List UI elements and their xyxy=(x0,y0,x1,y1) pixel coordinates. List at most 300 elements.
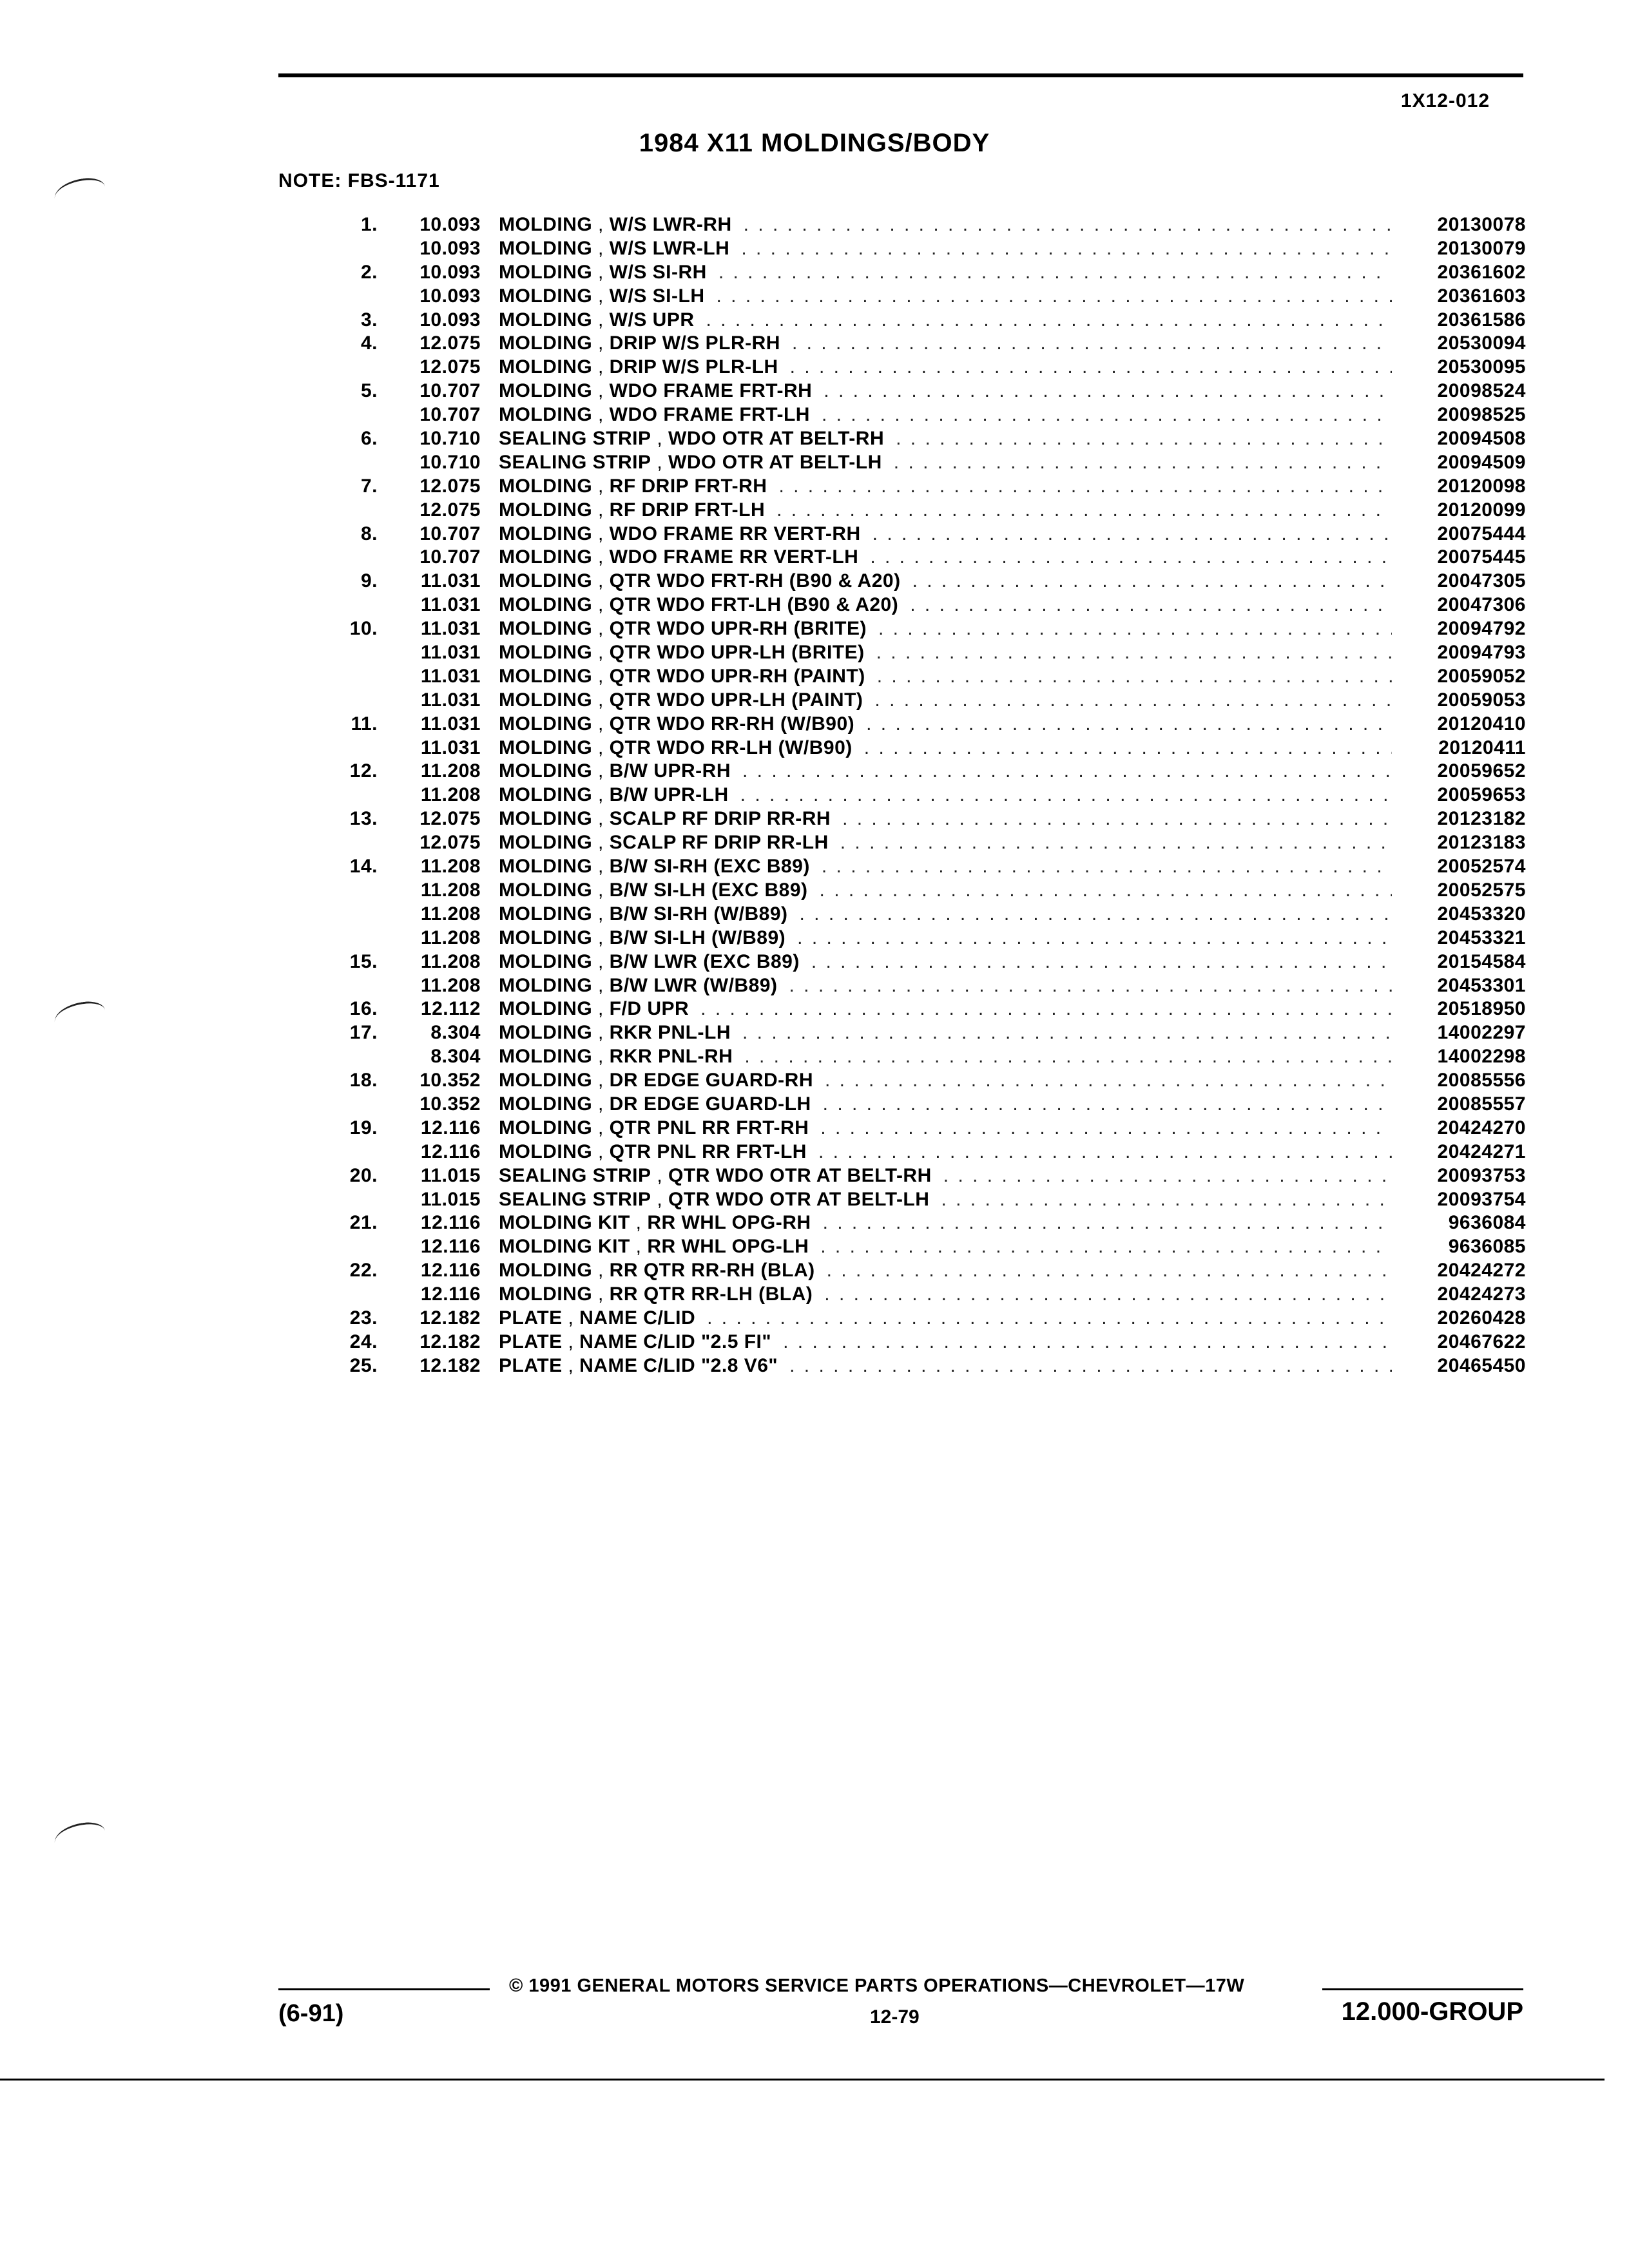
dot-leader xyxy=(800,903,1393,925)
part-number: 14002298 xyxy=(1437,1046,1526,1068)
item-index: 22. xyxy=(349,1260,378,1282)
group-number: 12.075 xyxy=(419,808,481,830)
dot-leader xyxy=(823,1212,1392,1234)
part-detail: QTR WDO UPR-RH (BRITE) xyxy=(609,618,867,640)
part-description xyxy=(499,238,729,260)
part-detail: DR EDGE GUARD-RH xyxy=(609,1070,814,1091)
separator: , xyxy=(592,570,610,592)
part-row xyxy=(335,975,1526,999)
group-number: 12.116 xyxy=(420,1283,481,1305)
dot-leader xyxy=(789,1355,1392,1377)
part-number: 20465450 xyxy=(1437,1354,1526,1376)
part-row xyxy=(335,618,1526,642)
group-number: 11.208 xyxy=(420,856,481,878)
part-row xyxy=(335,951,1526,975)
item-index: 11. xyxy=(351,713,378,735)
part-description xyxy=(499,1283,813,1305)
part-name: MOLDING xyxy=(499,475,593,497)
group-number: 11.031 xyxy=(420,618,481,640)
separator: , xyxy=(592,950,610,972)
part-name: SEALING STRIP xyxy=(499,1188,651,1210)
part-number: 20120099 xyxy=(1437,499,1526,521)
part-number: 20094508 xyxy=(1437,428,1526,450)
part-row xyxy=(335,1070,1526,1093)
part-description xyxy=(499,642,865,664)
part-description xyxy=(499,1070,813,1091)
part-detail: NAME C/LID xyxy=(579,1307,696,1329)
binder-hole-mark xyxy=(52,999,107,1034)
part-description xyxy=(499,309,695,331)
part-row xyxy=(335,784,1526,808)
separator: , xyxy=(592,760,610,782)
separator: , xyxy=(562,1331,580,1352)
group-number: 12.075 xyxy=(419,475,481,497)
dot-leader xyxy=(744,214,1392,236)
part-row xyxy=(335,760,1526,784)
part-row xyxy=(335,879,1526,903)
group-number: 11.208 xyxy=(420,879,481,901)
bottom-rule xyxy=(0,2079,1605,2081)
dot-leader xyxy=(894,452,1392,474)
binder-hole-mark xyxy=(52,1820,107,1855)
part-number: 20085556 xyxy=(1437,1070,1526,1091)
dot-leader xyxy=(740,784,1392,806)
part-detail: B/W SI-RH (EXC B89) xyxy=(609,856,810,878)
separator: , xyxy=(592,879,610,901)
part-description xyxy=(499,784,729,806)
part-name: MOLDING xyxy=(499,927,593,948)
part-detail: SCALP RF DRIP RR-LH xyxy=(609,832,829,854)
part-description xyxy=(499,1093,811,1115)
part-detail: B/W SI-LH (EXC B89) xyxy=(609,879,808,901)
separator: , xyxy=(592,309,610,331)
dot-leader xyxy=(878,618,1392,640)
part-detail: WDO FRAME RR VERT-RH xyxy=(609,523,861,544)
part-description xyxy=(499,998,689,1020)
part-description xyxy=(499,737,853,759)
group-number: 12.116 xyxy=(420,1140,481,1162)
part-row xyxy=(335,309,1526,333)
part-name: MOLDING xyxy=(499,1117,593,1139)
copyright-line: © 1991 GENERAL MOTORS SERVICE PARTS OPERATIONS—CHEVROLET—17W xyxy=(509,1975,1245,1996)
dot-leader xyxy=(717,285,1393,307)
part-name: MOLDING xyxy=(499,1140,593,1162)
part-number: 20453321 xyxy=(1437,927,1526,948)
part-row xyxy=(335,1355,1526,1379)
part-description xyxy=(499,428,884,450)
separator: , xyxy=(630,1212,648,1234)
part-number: 20123182 xyxy=(1437,808,1526,830)
item-index: 4. xyxy=(360,332,378,354)
part-description xyxy=(499,1022,731,1044)
part-description xyxy=(499,1189,929,1211)
part-row xyxy=(335,523,1526,547)
part-detail: WDO FRAME RR VERT-LH xyxy=(609,546,859,568)
dot-leader xyxy=(820,1236,1392,1258)
dot-leader xyxy=(792,332,1392,354)
separator: , xyxy=(592,1022,610,1044)
part-name: MOLDING xyxy=(499,784,593,806)
part-name: MOLDING xyxy=(499,499,593,521)
part-row xyxy=(335,1260,1526,1283)
separator: , xyxy=(592,237,610,259)
item-index: 8. xyxy=(360,523,378,544)
part-row xyxy=(335,808,1526,832)
group-number: 10.707 xyxy=(419,523,481,544)
dot-leader xyxy=(811,951,1392,973)
part-detail: SCALP RF DRIP RR-RH xyxy=(609,808,831,830)
part-number: 20453320 xyxy=(1437,903,1526,925)
group-number: 11.015 xyxy=(420,1188,481,1210)
part-description xyxy=(499,666,865,687)
part-description xyxy=(499,903,788,925)
part-row xyxy=(335,238,1526,262)
dot-leader xyxy=(797,927,1392,949)
part-name: PLATE xyxy=(499,1307,563,1329)
dot-leader xyxy=(778,476,1392,497)
group-number: 11.031 xyxy=(420,642,481,664)
dot-leader xyxy=(872,523,1392,545)
part-detail: QTR PNL RR FRT-RH xyxy=(609,1117,809,1139)
part-row xyxy=(335,1189,1526,1213)
item-index: 14. xyxy=(349,856,378,878)
item-index: 25. xyxy=(349,1354,378,1376)
part-row xyxy=(335,1093,1526,1117)
part-number: 14002297 xyxy=(1437,1022,1526,1044)
separator: , xyxy=(592,380,610,402)
part-row xyxy=(335,998,1526,1022)
part-description xyxy=(499,476,767,497)
part-name: MOLDING xyxy=(499,760,593,782)
part-number: 20094793 xyxy=(1437,642,1526,664)
part-detail: DRIP W/S PLR-LH xyxy=(609,356,778,378)
separator: , xyxy=(592,642,610,664)
part-name: MOLDING xyxy=(499,1283,593,1305)
part-detail: NAME C/LID "2.5 FI" xyxy=(579,1331,772,1352)
part-description xyxy=(499,332,780,354)
group-number: 10.093 xyxy=(419,309,481,331)
part-number: 20518950 xyxy=(1437,998,1526,1020)
group-number: 11.031 xyxy=(420,594,481,616)
part-number: 20120411 xyxy=(1438,736,1526,758)
part-description xyxy=(499,618,867,640)
part-name: MOLDING xyxy=(499,380,593,402)
part-name: MOLDING xyxy=(499,332,593,354)
part-name: MOLDING xyxy=(499,950,593,972)
part-number: 20424272 xyxy=(1437,1260,1526,1282)
group-number: 10.352 xyxy=(419,1070,481,1091)
separator: , xyxy=(592,1070,610,1091)
item-index: 9. xyxy=(360,570,378,592)
item-index: 19. xyxy=(349,1117,378,1139)
part-row xyxy=(335,285,1526,309)
separator: , xyxy=(592,332,610,354)
group-number: 10.093 xyxy=(419,261,481,283)
part-description xyxy=(499,1117,809,1139)
part-description xyxy=(499,546,858,568)
parts-list xyxy=(335,214,1526,1379)
dot-leader xyxy=(742,760,1392,782)
part-row xyxy=(335,546,1526,570)
part-name: PLATE xyxy=(499,1331,563,1352)
part-detail: RR QTR RR-RH (BLA) xyxy=(609,1260,815,1282)
part-detail: QTR PNL RR FRT-LH xyxy=(609,1140,807,1162)
part-detail: RR WHL OPG-LH xyxy=(647,1236,809,1258)
dot-leader xyxy=(707,1307,1392,1329)
dot-leader xyxy=(912,570,1392,592)
group-number: 12.182 xyxy=(419,1331,481,1352)
separator: , xyxy=(592,1093,610,1115)
part-row xyxy=(335,642,1526,666)
group-number: 12.075 xyxy=(419,499,481,521)
part-detail: B/W LWR (W/B89) xyxy=(609,974,778,996)
group-number: 12.075 xyxy=(419,332,481,354)
part-detail: QTR WDO UPR-LH (BRITE) xyxy=(609,642,865,664)
part-description xyxy=(499,1046,733,1068)
part-number: 20453301 xyxy=(1437,974,1526,996)
part-detail: RF DRIP FRT-RH xyxy=(609,475,767,497)
part-number: 20052575 xyxy=(1437,879,1526,901)
part-detail: QTR WDO FRT-RH (B90 & A20) xyxy=(609,570,901,592)
part-number: 20085557 xyxy=(1437,1093,1526,1115)
part-description xyxy=(499,594,898,616)
separator: , xyxy=(592,618,610,640)
part-name: MOLDING xyxy=(499,285,593,307)
part-row xyxy=(335,737,1526,761)
dot-leader xyxy=(840,832,1392,854)
part-description xyxy=(499,1355,778,1377)
part-detail: W/S UPR xyxy=(609,309,695,331)
separator: , xyxy=(592,903,610,925)
part-detail: RKR PNL-RH xyxy=(609,1046,733,1068)
part-description xyxy=(499,951,800,973)
group-number: 12.075 xyxy=(419,356,481,378)
part-number: 20130078 xyxy=(1437,214,1526,235)
separator: , xyxy=(592,214,610,235)
item-index: 12. xyxy=(349,760,378,782)
group-number: 10.093 xyxy=(419,285,481,307)
part-row xyxy=(335,428,1526,452)
part-name: MOLDING xyxy=(499,214,593,235)
dot-leader xyxy=(718,262,1392,284)
part-row xyxy=(335,1117,1526,1141)
part-name: MOLDING xyxy=(499,618,593,640)
part-detail: B/W SI-RH (W/B89) xyxy=(609,903,788,925)
dot-leader xyxy=(824,380,1392,402)
part-number: 20094509 xyxy=(1437,451,1526,473)
dot-leader xyxy=(943,1165,1392,1187)
item-index: 10. xyxy=(349,618,378,640)
note: NOTE: FBS-1171 xyxy=(278,170,440,191)
part-name: MOLDING xyxy=(499,713,593,735)
page-number: 12-79 xyxy=(870,2006,920,2028)
item-index: 7. xyxy=(360,475,378,497)
part-name: MOLDING xyxy=(499,404,593,426)
part-description xyxy=(499,1141,807,1163)
part-name: MOLDING xyxy=(499,832,593,854)
part-name: MOLDING xyxy=(499,998,593,1020)
group-number: 10.093 xyxy=(419,214,481,235)
part-name: MOLDING xyxy=(499,523,593,544)
part-name: SEALING STRIP xyxy=(499,451,651,473)
part-name: MOLDING xyxy=(499,974,593,996)
part-description xyxy=(499,832,829,854)
separator: , xyxy=(592,546,610,568)
separator: , xyxy=(592,475,610,497)
dot-leader xyxy=(744,1046,1392,1068)
part-number: 9636084 xyxy=(1448,1212,1526,1234)
part-row xyxy=(335,332,1526,356)
part-number: 20530094 xyxy=(1437,332,1526,354)
group-number: 12.182 xyxy=(419,1307,481,1329)
binder-hole-mark xyxy=(52,176,107,211)
page-code: 1X12-012 xyxy=(1400,90,1490,111)
part-description xyxy=(499,570,901,592)
item-index: 13. xyxy=(349,808,378,830)
footer-rule-left xyxy=(278,1988,490,1990)
item-index: 20. xyxy=(349,1164,378,1186)
part-number: 20361586 xyxy=(1437,309,1526,331)
part-name: MOLDING xyxy=(499,642,593,664)
part-row xyxy=(335,1283,1526,1307)
part-number: 20467622 xyxy=(1437,1331,1526,1352)
dot-leader xyxy=(742,1022,1392,1044)
separator: , xyxy=(592,974,610,996)
part-number: 20260428 xyxy=(1437,1307,1526,1329)
part-description xyxy=(499,380,812,402)
separator: , xyxy=(592,808,610,830)
part-detail: DRIP W/S PLR-RH xyxy=(609,332,780,354)
group-number: 12.116 xyxy=(420,1117,481,1139)
part-description xyxy=(499,1331,771,1353)
group-number: 11.031 xyxy=(420,713,481,735)
separator: , xyxy=(592,665,610,687)
part-name: MOLDING xyxy=(499,237,593,259)
part-detail: F/D UPR xyxy=(609,998,689,1020)
part-name: MOLDING xyxy=(499,1070,593,1091)
part-detail: WDO OTR AT BELT-RH xyxy=(668,428,885,450)
part-number: 20075445 xyxy=(1437,546,1526,568)
item-index: 5. xyxy=(360,380,378,402)
part-detail: B/W UPR-LH xyxy=(609,784,729,806)
part-description xyxy=(499,1165,932,1187)
separator: , xyxy=(592,1046,610,1068)
part-detail: WDO FRAME FRT-LH xyxy=(609,404,810,426)
part-detail: RKR PNL-LH xyxy=(609,1022,731,1044)
group-number: 10.707 xyxy=(419,404,481,426)
dot-leader xyxy=(870,546,1392,568)
item-index: 16. xyxy=(349,998,378,1020)
separator: , xyxy=(651,451,669,473)
group-number: 10.707 xyxy=(419,380,481,402)
separator: , xyxy=(592,832,610,854)
part-number: 20052574 xyxy=(1437,856,1526,878)
part-number: 20059652 xyxy=(1437,760,1526,782)
part-row xyxy=(335,214,1526,238)
dot-leader xyxy=(818,1141,1392,1163)
group-number: 11.031 xyxy=(420,665,481,687)
part-description xyxy=(499,356,778,378)
dot-leader xyxy=(783,1331,1392,1353)
part-detail: DR EDGE GUARD-LH xyxy=(609,1093,811,1115)
part-name: SEALING STRIP xyxy=(499,428,651,450)
part-description xyxy=(499,927,786,949)
part-row xyxy=(335,832,1526,856)
part-name: MOLDING xyxy=(499,808,593,830)
group-number: 11.031 xyxy=(420,570,481,592)
part-number: 20154584 xyxy=(1437,950,1526,972)
part-name: MOLDING xyxy=(499,356,593,378)
part-row xyxy=(335,1307,1526,1331)
part-number: 20094792 xyxy=(1437,618,1526,640)
part-number: 20424271 xyxy=(1437,1140,1526,1162)
item-index: 6. xyxy=(360,428,378,450)
dot-leader xyxy=(874,689,1392,711)
part-number: 20361603 xyxy=(1437,285,1526,307)
part-number: 20424270 xyxy=(1437,1117,1526,1139)
dot-leader xyxy=(820,879,1392,901)
dot-leader xyxy=(827,1260,1392,1282)
part-detail: W/S LWR-RH xyxy=(609,214,732,235)
part-name: MOLDING xyxy=(499,1260,593,1282)
item-index: 24. xyxy=(349,1331,378,1352)
separator: , xyxy=(592,784,610,806)
separator: , xyxy=(592,998,610,1020)
dot-leader xyxy=(896,428,1392,450)
part-row xyxy=(335,1212,1526,1236)
part-number: 20361602 xyxy=(1437,261,1526,283)
separator: , xyxy=(592,261,610,283)
part-row xyxy=(335,1236,1526,1260)
item-index: 1. xyxy=(360,214,378,235)
dot-leader xyxy=(877,666,1392,687)
group-number: 12.116 xyxy=(420,1212,481,1234)
part-detail: RR QTR RR-LH (BLA) xyxy=(609,1283,813,1305)
part-detail: QTR WDO RR-RH (W/B90) xyxy=(609,713,855,735)
separator: , xyxy=(592,1260,610,1282)
part-row xyxy=(335,1331,1526,1355)
separator: , xyxy=(592,856,610,878)
dot-leader xyxy=(864,737,1392,759)
separator: , xyxy=(630,1236,648,1258)
part-name: MOLDING xyxy=(499,309,593,331)
part-description xyxy=(499,214,732,236)
part-number: 20059052 xyxy=(1437,665,1526,687)
part-description xyxy=(499,523,861,545)
group-number: 12.116 xyxy=(420,1236,481,1258)
part-row xyxy=(335,927,1526,951)
part-name: MOLDING xyxy=(499,879,593,901)
group-number: 10.093 xyxy=(419,237,481,259)
part-name: MOLDING xyxy=(499,261,593,283)
part-detail: W/S LWR-LH xyxy=(609,237,730,259)
part-row xyxy=(335,380,1526,404)
dot-leader xyxy=(700,998,1392,1020)
dot-leader xyxy=(910,594,1392,616)
item-index: 23. xyxy=(349,1307,378,1329)
part-description xyxy=(499,262,707,284)
separator: , xyxy=(592,736,610,758)
part-name: MOLDING xyxy=(499,594,593,616)
separator: , xyxy=(592,285,610,307)
part-detail: NAME C/LID "2.8 V6" xyxy=(579,1354,778,1376)
part-detail: QTR WDO FRT-LH (B90 & A20) xyxy=(609,594,899,616)
group-number: 11.208 xyxy=(420,760,481,782)
dot-leader xyxy=(823,1093,1392,1115)
part-description xyxy=(499,808,831,830)
group-number: 8.304 xyxy=(430,1022,481,1044)
separator: , xyxy=(592,1117,610,1139)
